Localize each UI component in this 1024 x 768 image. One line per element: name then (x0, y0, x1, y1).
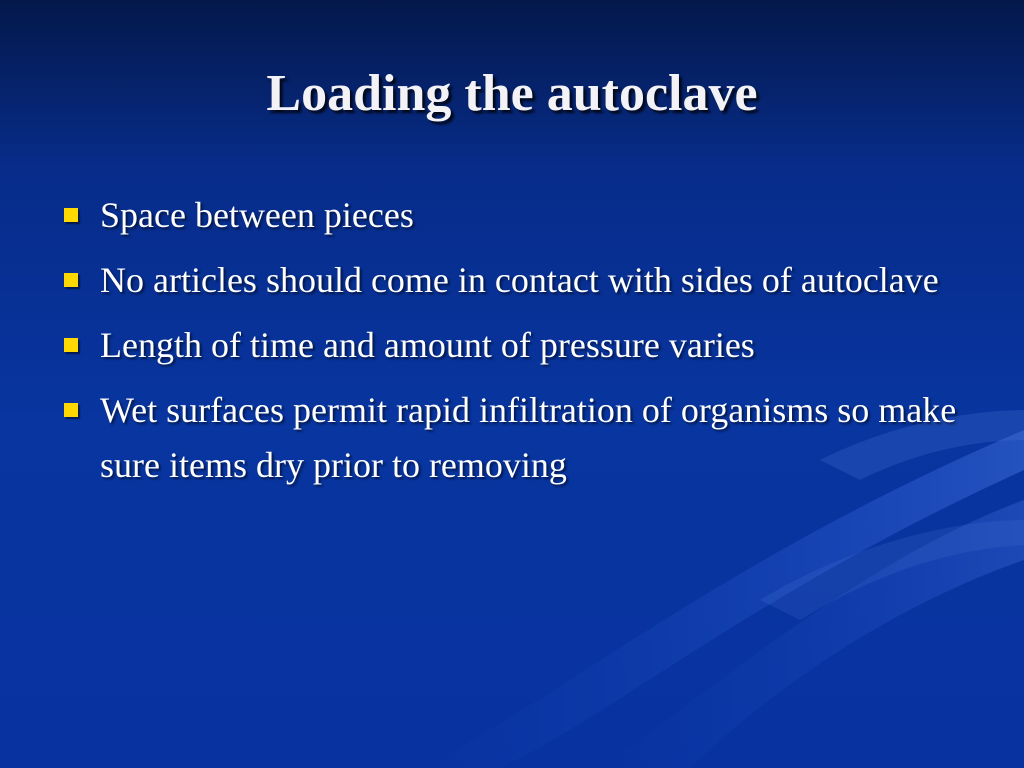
square-bullet-icon (64, 338, 78, 352)
bullet-text: Wet surfaces permit rapid infiltration of organisms so make sure items dry prior to removing (100, 390, 957, 485)
bullet-text: No articles should come in contact with sides of autoclave (100, 260, 939, 300)
bullet-text: Length of time and amount of pressure varies (100, 325, 755, 365)
bullet-item (62, 383, 972, 493)
bullet-item (62, 318, 972, 373)
square-bullet-icon (64, 403, 78, 417)
bullet-item (62, 253, 972, 308)
bullet-list (62, 188, 972, 503)
bullet-item (62, 188, 972, 243)
slide-title: Loading the autoclave (266, 65, 758, 122)
square-bullet-icon (64, 273, 78, 287)
bullet-text: Space between pieces (100, 195, 414, 235)
square-bullet-icon (64, 208, 78, 222)
